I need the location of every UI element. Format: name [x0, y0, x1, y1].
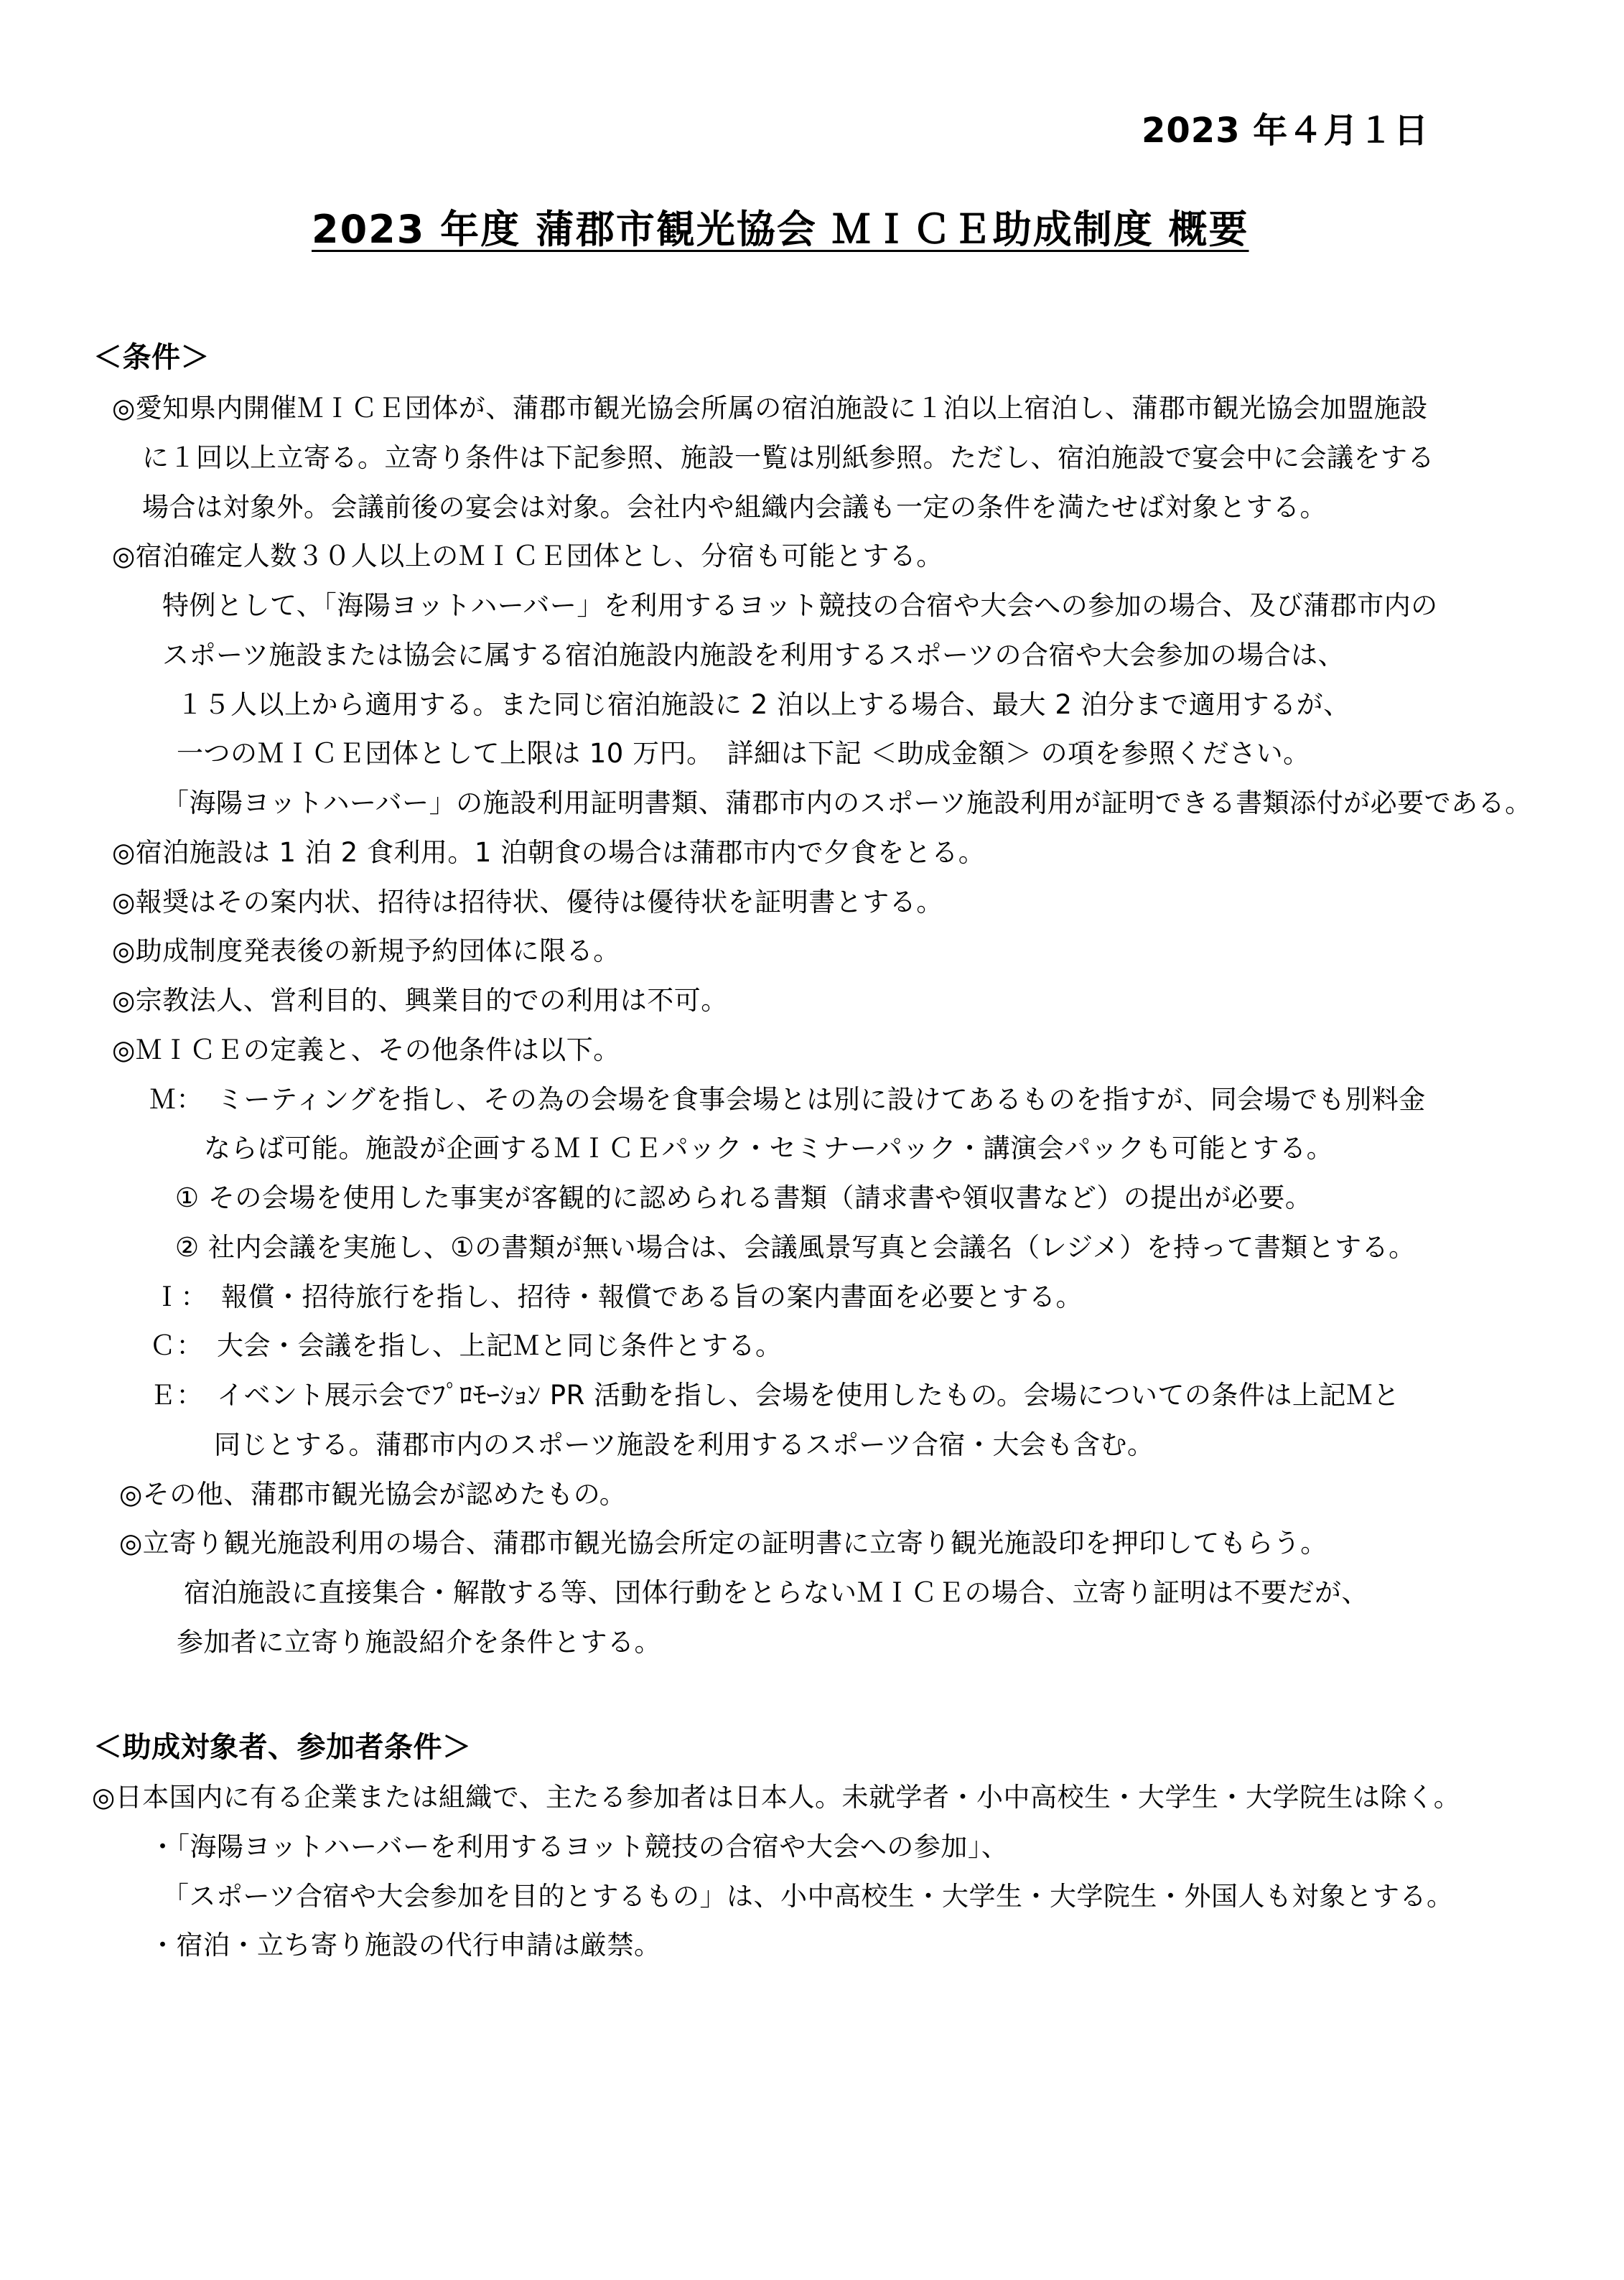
document-title: 2023 年度 蒲郡市観光協会 ＭＩＣＥ助成制度 概要: [312, 207, 1249, 252]
condition-line: ◎報奨はその案内状、招待は招待状、優待は優待状を証明書とする。: [112, 887, 943, 917]
eligibility-line: ・「海陽ヨットハーバーを利用するヨット競技の合宿や大会への参加」、: [149, 1831, 1009, 1862]
condition-line: ② 社内会議を実施し、①の書類が無い場合は、会議風景写真と会議名（レジメ）を持って書類とする。: [175, 1232, 1416, 1263]
condition-line: ならば可能。施設が企画するＭＩＣＥパック・セミナーパック・講演会パックも可能とする。: [204, 1133, 1334, 1164]
condition-line: Ｉ： 報償・招待旅行を指し、招待・報償である旨の案内書面を必要とする。: [154, 1281, 1083, 1312]
eligibility-line: 「スポーツ合宿や大会参加を目的とするもの」は、小中高校生・大学生・大学院生・外国人も対象とする。: [162, 1881, 1454, 1912]
eligibility-line: ◎日本国内に有る企業または組織で、主たる参加者は日本人。未就学者・小中高校生・大学生・大学院生は除く。: [92, 1782, 1461, 1813]
section-heading-eligibility: ＜助成対象者、参加者条件＞: [93, 1731, 472, 1764]
condition-line: ① その会場を使用した事実が客観的に認められる書類（請求書や領収書など）の提出が必要。: [175, 1182, 1312, 1213]
condition-line: 参加者に立寄り施設紹介を条件とする。: [177, 1627, 661, 1658]
condition-line: ◎その他、蒲郡市観光協会が認めたもの。: [119, 1479, 627, 1510]
condition-line: ◎宗教法人、営利目的、興業目的での利用は不可。: [112, 985, 728, 1016]
condition-line: 「海陽ヨットハーバー」の施設利用証明書類、蒲郡市内のスポーツ施設利用が証明できる書類添付が必要である。: [162, 788, 1532, 818]
document-date: 2023 年４月１日: [1142, 111, 1429, 151]
condition-line: ◎立寄り観光施設利用の場合、蒲郡市観光協会所定の証明書に立寄り観光施設印を押印してもらう。: [119, 1528, 1327, 1559]
condition-line: 場合は対象外。会議前後の宴会は対象。会社内や組織内会議も一定の条件を満たせば対象とする。: [142, 492, 1327, 523]
condition-line: ◎宿泊施設は 1 泊 2 食利用。1 泊朝食の場合は蒲郡市内で夕食をとる。: [112, 837, 986, 868]
condition-line: 一つのＭＩＣＥ団体として上限は 10 万円。 詳細は下記 ＜助成金額＞ の項を参照ください。: [177, 738, 1310, 769]
condition-line: 宿泊施設に直接集合・解散する等、団体行動をとらないＭＩＣＥの場合、立寄り証明は不要だが、: [184, 1577, 1368, 1608]
condition-line: 特例として、「海陽ヨットハーバー」を利用するヨット競技の合宿や大会への参加の場合、及び蒲郡市内の: [162, 590, 1438, 621]
condition-line: 同じとする。蒲郡市内のスポーツ施設を利用するスポーツ合宿・大会も含む。: [214, 1429, 1154, 1460]
condition-line: Ｍ： ミーティングを指し、その為の会場を食事会場とは別に設けてあるものを指すが、同会場でも別料金: [149, 1084, 1426, 1115]
condition-line: ◎助成制度発表後の新規予約団体に限る。: [112, 935, 620, 966]
condition-line: ◎愛知県内開催ＭＩＣＥ団体が、蒲郡市観光協会所属の宿泊施設に１泊以上宿泊し、蒲郡市観光協会加盟施設: [112, 393, 1428, 424]
eligibility-line: ・宿泊・立ち寄り施設の代行申請は厳禁。: [149, 1930, 661, 1961]
condition-line: に１回以上立寄る。立寄り条件は下記参照、施設一覧は別紙参照。ただし、宿泊施設で宴会中に会議をする: [142, 442, 1434, 473]
section-heading-conditions: ＜条件＞: [93, 341, 210, 374]
condition-line: ◎ＭＩＣＥの定義と、その他条件は以下。: [112, 1034, 620, 1065]
condition-line: Ｃ： 大会・会議を指し、上記Ｍと同じ条件とする。: [149, 1330, 783, 1361]
condition-line: １５人以上から適用する。また同じ宿泊施設に 2 泊以上する場合、最大 2 泊分まで適用するが、: [177, 689, 1350, 720]
condition-line: ◎宿泊確定人数３０人以上のＭＩＣＥ団体とし、分宿も可能とする。: [112, 541, 943, 571]
condition-line: Ｅ： イベント展示会でﾌﾟﾛﾓｰｼｮﾝ PR 活動を指し、会場を使用したもの。会場についての条件は上記Ｍと: [149, 1380, 1400, 1411]
condition-line: スポーツ施設または協会に属する宿泊施設内施設を利用するスポーツの合宿や大会参加の場合は、: [162, 640, 1345, 671]
